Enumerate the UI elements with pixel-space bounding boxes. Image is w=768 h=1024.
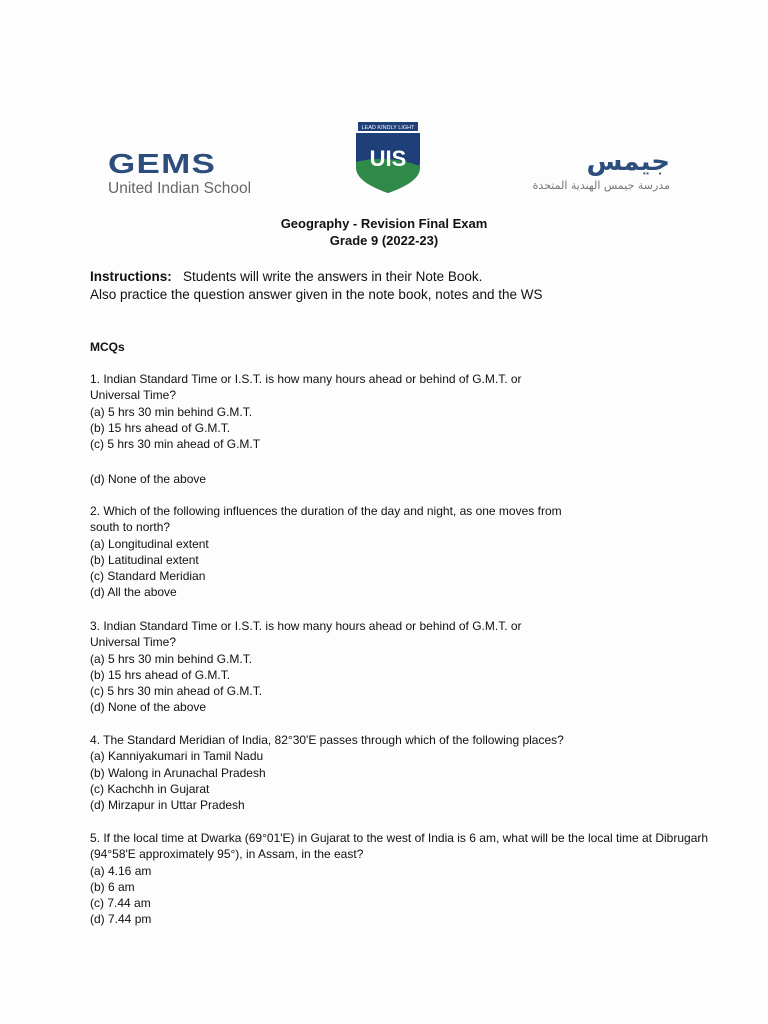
exam-title: Geography - Revision Final Exam <box>280 216 488 231</box>
question-text: 1. Indian Standard Time or I.S.T. is how many hours ahead or behind of G.M.T. or <box>90 372 522 386</box>
instructions-block <box>90 268 543 304</box>
arabic-logo-subtitle: مدرسة جيمس الهندية المتحدة <box>532 179 670 192</box>
question-text: 5. If the local time at Dwarka (69°01'E) in Gujarat to the west of India is 6 am, what will be the local time at Dibrugarh <box>90 831 709 845</box>
arabic-logo <box>500 148 670 192</box>
option: (b) 15 hrs ahead of G.M.T. <box>90 667 231 682</box>
option: (a) Longitudinal extent <box>90 536 209 551</box>
option: (c) 5 hrs 30 min ahead of G.M.T. <box>90 684 263 699</box>
instructions-text-1: Students will write the answers in their Note Book. <box>183 269 483 284</box>
option: (a) 5 hrs 30 min behind G.M.T. <box>90 404 253 419</box>
exam-grade: Grade 9 (2022-23) <box>329 233 439 248</box>
option: (c) Kachchh in Gujarat <box>90 781 210 796</box>
question-4 <box>90 732 690 813</box>
section-heading: MCQs <box>90 340 125 354</box>
option: (a) 4.16 am <box>90 863 152 878</box>
option: (c) Standard Meridian <box>90 569 206 584</box>
option: (b) Latitudinal extent <box>90 552 199 567</box>
instructions-text-2: Also practice the question answer given in the note book, notes and the WS <box>90 287 543 302</box>
option: (a) Kanniyakumari in Tamil Nadu <box>90 749 264 764</box>
question-3 <box>90 618 690 716</box>
option: (d) None of the above <box>90 700 207 715</box>
gems-logo-word: GEMS <box>108 148 217 179</box>
instructions-line-1 <box>90 268 543 286</box>
option: (b) 15 hrs ahead of G.M.T. <box>90 420 231 435</box>
question-2 <box>90 503 690 601</box>
option: (a) 5 hrs 30 min behind G.M.T. <box>90 651 253 666</box>
question-text: 3. Indian Standard Time or I.S.T. is how many hours ahead or behind of G.M.T. or <box>90 619 522 633</box>
question-5 <box>90 830 709 928</box>
question-1 <box>90 371 690 488</box>
option: (d) None of the above <box>90 472 207 487</box>
arabic-logo-word: جيمس <box>586 147 670 177</box>
question-text: (94°58'E approximately 95°), in Assam, in the east? <box>90 847 364 862</box>
option: (c) 5 hrs 30 min ahead of G.M.T <box>90 437 261 452</box>
option: (d) All the above <box>90 585 177 600</box>
crest-ribbon-text: LEAD KINDLY LIGHT <box>361 125 415 131</box>
option: (c) 7.44 am <box>90 896 151 911</box>
crest-initials: UIS <box>369 146 407 171</box>
option: (b) Walong in Arunachal Pradesh <box>90 765 266 780</box>
question-text: Universal Time? <box>90 635 177 650</box>
question-text: 2. Which of the following influences the duration of the day and night, as one moves from <box>90 504 562 518</box>
document-header <box>0 110 768 210</box>
option: (d) 7.44 pm <box>90 912 152 927</box>
instructions-label: Instructions: <box>90 269 172 284</box>
question-text: Universal Time? <box>90 388 177 403</box>
question-text: 4. The Standard Meridian of India, 82°30'E passes through which of the following places? <box>90 733 564 747</box>
gems-logo <box>108 150 251 198</box>
option: (b) 6 am <box>90 879 135 894</box>
option: (d) Mirzapur in Uttar Pradesh <box>90 798 245 813</box>
question-text: south to north? <box>90 520 171 535</box>
uis-crest-logo <box>352 122 424 199</box>
gems-logo-subtitle: United Indian School <box>108 180 252 197</box>
